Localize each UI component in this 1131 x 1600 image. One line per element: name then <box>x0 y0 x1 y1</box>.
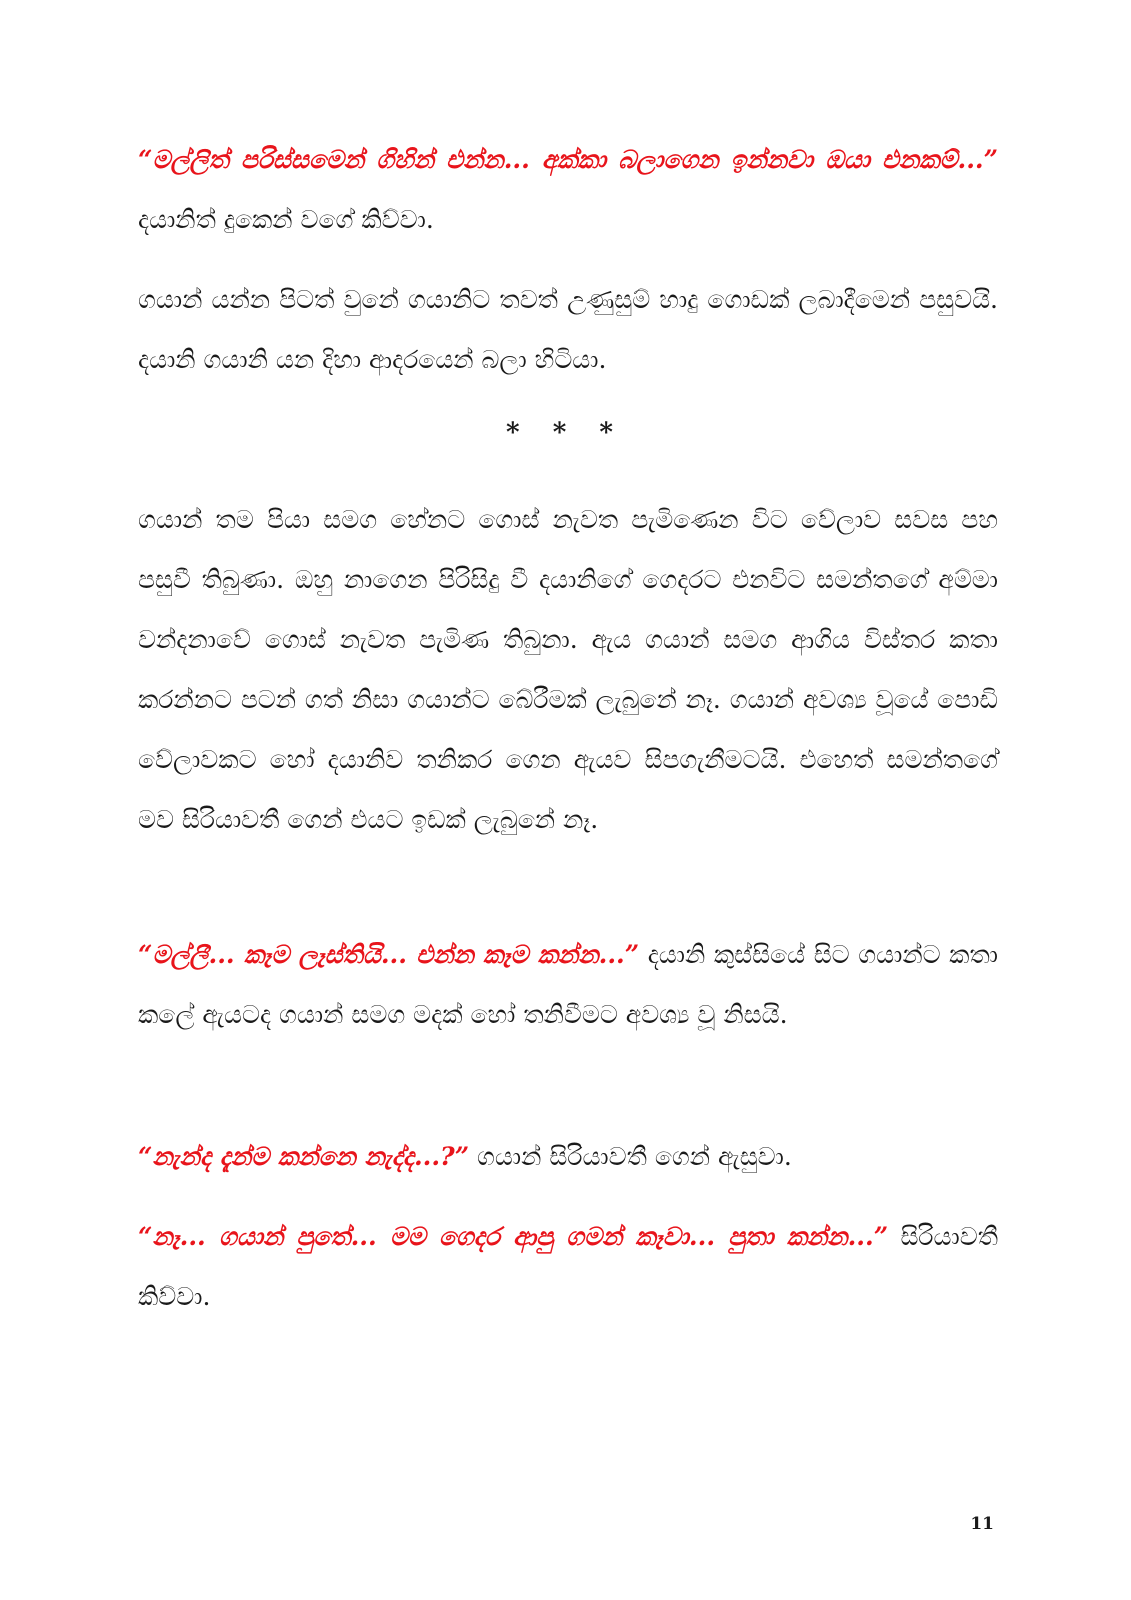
paragraph-3 <box>138 490 998 850</box>
dialogue-text: “නෑ... ගයාන් පුතේ... මම ගෙදර ආපු ගමන් කෑවා... පුතා කන්න...” <box>138 1222 889 1251</box>
paragraph-1 <box>138 130 998 250</box>
section-separator: * * * <box>506 418 625 448</box>
paragraph-6 <box>138 1207 998 1327</box>
paragraph-4 <box>138 925 998 1045</box>
narration-text: දයානිත් දුකෙන් වගේ කිව්වා. <box>138 205 434 234</box>
narration-text: දයානි කුස්සියේ සිට ගයාන්ට කතා කලේ ඇයටද ගයාන් සමග මදක් හෝ තනිවීමට අවශ්‍ය වූ නිසයි. <box>138 940 998 1029</box>
dialogue-text: “මල්ලිත් පරිස්සමෙන් ගිහින් එන්න... අක්කා බලාගෙන ඉන්නවා ඔයා එනකම්...” <box>138 145 998 174</box>
narration-text: ගයාන් සිරියාවතී ගෙන් ඇසුවා. <box>469 1142 792 1171</box>
narration-text: ගයාන් තම පියා සමග හේනට ගොස් නැවත පැමිණෙන විට වේලාව සවස පහ පසුවී තිබුණා. ඔහු නාගෙන පිරිසිදු වී දයානිගේ ගෙදරට එනවිට සමන්තගේ අම්මා වන්දනාවේ ගොස් නැවත පැමිණ තිබුනා. ඇය ගයාන් සමග ආගිය විස්තර කතා කරන්නට පටන් ගත් නිසා ගයාන්ට බේරීමක් ලැබුනේ නෑ. ගයාන් අවශ්‍ය වූයේ පොඩි වේලාවකට හෝ දයානිව තනිකර ගෙන ඇයව සිපගැනීමටයි. එහෙත් සමන්තගේ මව සිරියාවතී ගෙන් එයට ඉඩක් ලැබුනේ නෑ. <box>138 505 998 834</box>
paragraph-5 <box>138 1127 998 1187</box>
narration-text: සිරියාවතී කිව්වා. <box>138 1222 998 1311</box>
dialogue-text: “නැන්ද දැන්ම කන්නෙ නැද්ද...?” <box>138 1142 470 1171</box>
dialogue-text: “මල්ලී... කෑම ලෑස්තියි... එන්න කෑම කන්න...” <box>138 940 640 969</box>
narration-text: ගයාන් යන්න පිටත් වුනේ ගයානිට තවත් උණුසුම් හාදු ගොඩක් ලබාදීමෙන් පසුවයි. දයානි ගයානි යන දිහා ආදරයෙන් බලා හිටියා. <box>138 285 998 374</box>
paragraph-2 <box>138 270 998 390</box>
page-number: 11 <box>970 1514 994 1534</box>
